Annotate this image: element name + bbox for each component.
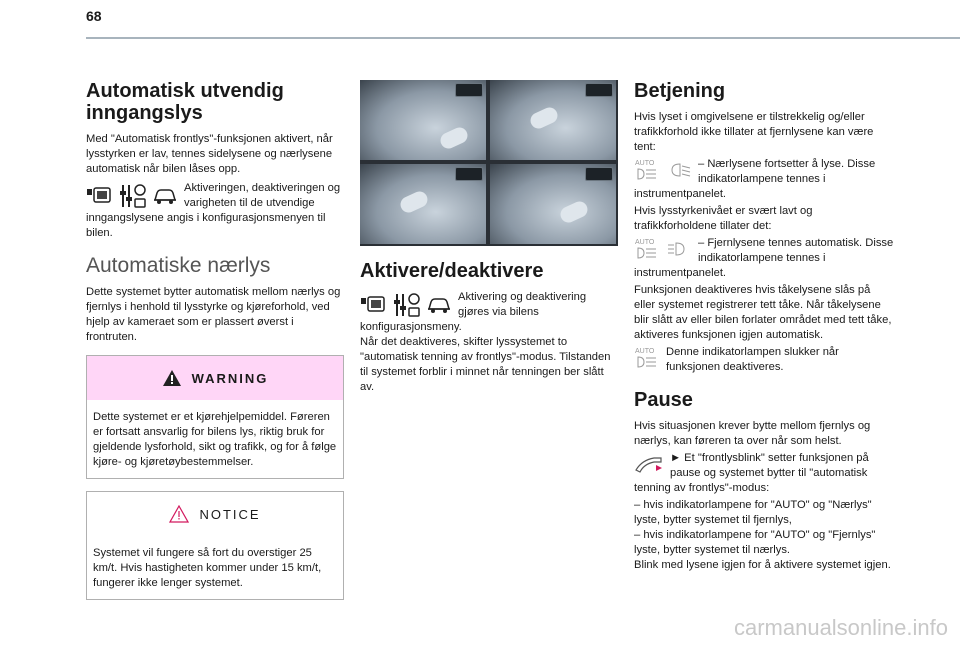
indicator-row — [634, 157, 894, 202]
watermark: carmanualsonline.info — [733, 615, 948, 640]
warning-header — [87, 356, 343, 400]
icon-paragraph — [86, 181, 344, 241]
indicator-text: – Fjernlysene tennes automatisk. Disse indikatorlampene tennes i instrumentpanelet. — [634, 237, 894, 279]
page-number: 68 — [86, 8, 102, 24]
paragraph: Dette systemet bytter automatisk mellom nærlys og fjernlys i henhold til lysstyrke og kjøreforhold, ved hjelp av kameraet som er plassert øverst i frontruten. — [86, 286, 341, 343]
control-icons — [86, 181, 178, 211]
indicator-icons — [634, 157, 692, 183]
paragraph: Blink med lysene igjen for å aktivere systemet igjen. — [634, 559, 891, 571]
svg-text:AUTO: AUTO — [635, 239, 655, 246]
indicator-text: – Nærlysene fortsetter å lyse. Disse indikatorlampene tennes i instrumentpanelet. — [634, 158, 876, 200]
auto-headlight-icon — [634, 346, 660, 370]
section-heading-auto-dipped: Automatiske nærlys — [86, 254, 271, 277]
car-shape — [558, 199, 590, 225]
indicator-badge — [585, 83, 613, 97]
stalk-flash-icon — [634, 452, 664, 476]
car-icon — [152, 186, 178, 206]
warning-icon — [162, 369, 182, 387]
indicator-row — [634, 345, 894, 375]
column-2 — [360, 80, 618, 395]
notice-title: NOTICE — [199, 506, 261, 522]
car-icon — [426, 295, 452, 315]
car-shape — [398, 189, 430, 215]
section-heading-operation: Betjening — [634, 80, 726, 102]
indicator-icons — [634, 451, 664, 477]
indicator-text: Denne indikatorlampen slukker når funksjonen deaktiveres. — [666, 346, 839, 373]
scene-1 — [360, 80, 486, 160]
column-1 — [86, 80, 344, 600]
icon-paragraph — [360, 290, 618, 335]
paragraph: – hvis indikatorlampene for "AUTO" og "Fjernlys" lyste, bytter systemet til nærlys. — [634, 529, 876, 556]
control-icons — [360, 290, 452, 320]
auto-headlight-icon — [634, 237, 660, 261]
indicator-row — [634, 236, 894, 281]
notice-text: Systemet vil fungere så fort du overstiger 25 km/t. Hvis hastigheten kommer under 15 km/t, fungerer ikke lenger systemet. — [93, 547, 322, 589]
car-shape — [528, 105, 560, 131]
dipped-beam-icon — [666, 158, 692, 182]
warning-box — [86, 355, 344, 479]
car-shape — [438, 125, 470, 151]
section-heading-entrance-lights: Automatisk utvendig inngangslys — [86, 80, 284, 124]
indicator-icons — [634, 236, 692, 262]
indicator-row — [634, 451, 894, 496]
notice-icon — [169, 505, 189, 523]
screen-icon — [360, 295, 386, 315]
svg-text:AUTO: AUTO — [635, 160, 655, 167]
paragraph: Når det deaktiveres, skifter lyssystemet to "automatisk tenning av frontlys"-modus. Tilstanden til systemet forblir i minnet når tenningen ber slått av. — [360, 336, 611, 393]
column-3 — [634, 80, 894, 573]
section-heading-activate: Aktivere/deaktivere — [360, 260, 544, 282]
auto-headlight-icon — [634, 158, 660, 182]
warning-body — [87, 400, 343, 478]
settings-icon — [392, 292, 420, 318]
indicator-badge — [455, 167, 483, 181]
indicator-icons — [634, 345, 660, 371]
screen-icon — [86, 186, 112, 206]
paragraph: Hvis lyset i omgivelsene er tilstrekkelig og/eller trafikkforhold ikke tillater at fjernlysene kan være tent: — [634, 111, 874, 153]
notice-box — [86, 491, 344, 600]
paragraph: Funksjonen deaktiveres hvis tåkelysene slås på eller systemet registrerer tett tåke. Når tåkelysene blir slått av eller bilen forlater området med tett tåke, aktiveres funksjonen igjen automatisk. — [634, 284, 892, 341]
paragraph: Hvis lysstyrkenivået er svært lavt og trafikkforholdene tillater det: — [634, 205, 813, 232]
paragraph: Hvis situasjonen krever bytte mellom fjernlys og nærlys, kan føreren ta over når som helst. — [634, 420, 871, 447]
paragraph: Med "Automatisk frontlys"-funksjonen aktivert, når lysstyrken er lav, tennes sidelysene og nærlysene automatisk når bilen låses opp. — [86, 133, 333, 175]
notice-header — [87, 492, 343, 536]
settings-icon — [118, 183, 146, 209]
indicator-badge — [585, 167, 613, 181]
scene-3 — [360, 164, 486, 244]
paragraph: – hvis indikatorlampene for "AUTO" og "Nærlys" lyste, bytter systemet til fjernlys, — [634, 499, 872, 526]
main-beam-icon — [666, 237, 692, 261]
scene-2 — [490, 80, 616, 160]
paragraph: Aktivering og deaktivering gjøres via bilens konfigurasjonsmeny. — [360, 291, 587, 333]
svg-text:AUTO: AUTO — [635, 348, 655, 355]
notice-body — [87, 536, 343, 599]
warning-title: WARNING — [191, 370, 269, 386]
header-rule — [86, 37, 960, 39]
indicator-text: ► Et "frontlysblink" setter funksjonen på pause og systemet bytter til "automatisk tenning av frontlys"-modus: — [634, 452, 869, 494]
indicator-badge — [455, 83, 483, 97]
scene-4 — [490, 164, 616, 244]
section-heading-pause: Pause — [634, 389, 693, 411]
warning-text: Dette systemet er et kjørehjelpemiddel. Føreren er fortsatt ansvarlig for bilens lys, riktig bruk for gjeldende lysforhold, sikt og trafikk, og for å følge kjøre- og kjøretøybestemmelser. — [93, 411, 337, 468]
paragraph: Aktiveringen, deaktiveringen og varigheten til de utvendige inngangslysene angis i konfigurasjonsmenyen til bilen. — [86, 182, 341, 239]
headlight-illustration — [360, 80, 618, 246]
